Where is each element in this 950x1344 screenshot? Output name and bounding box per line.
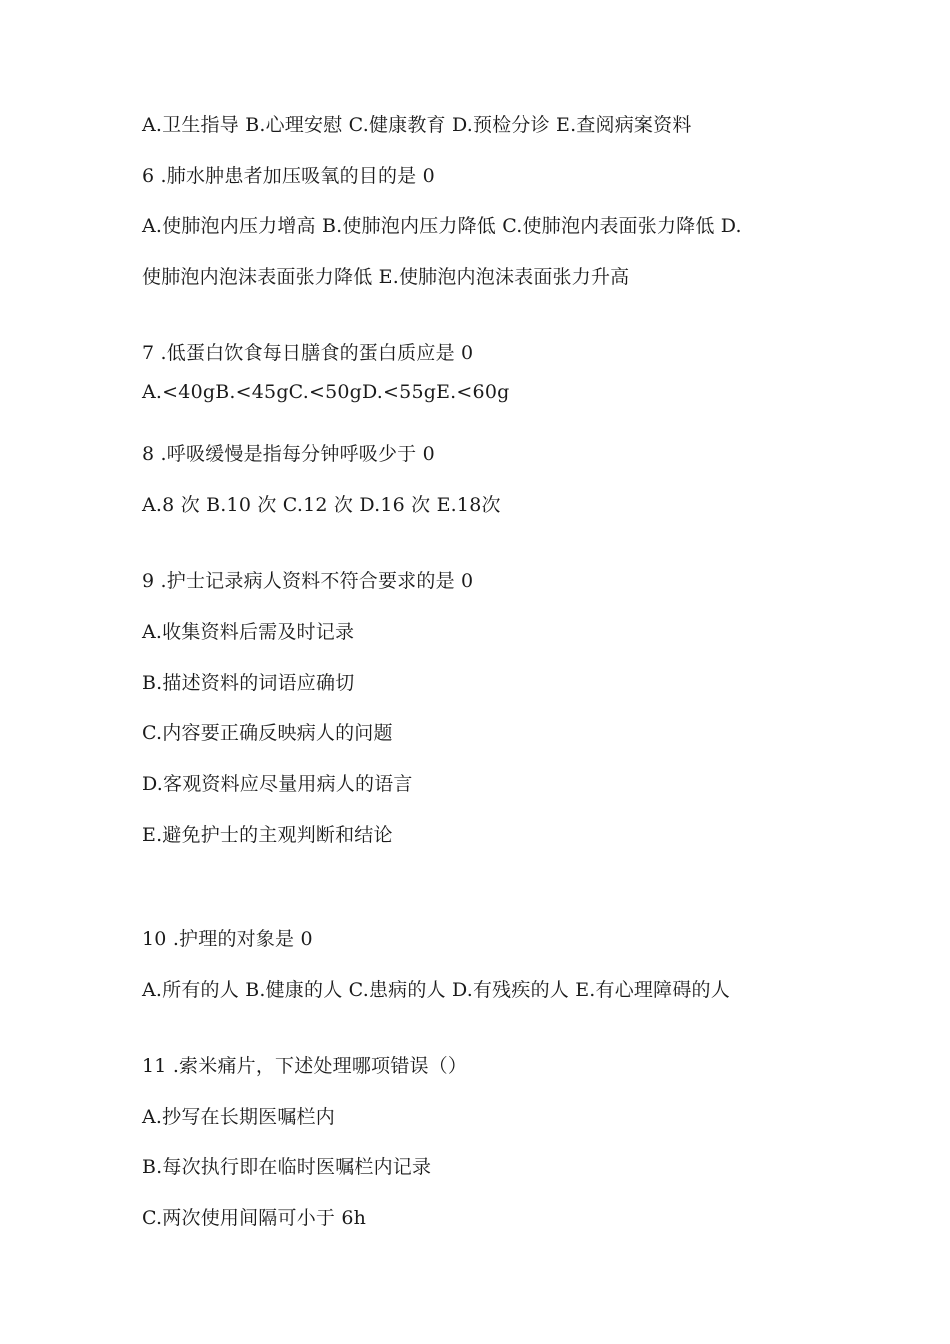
q9-option-d: D.客观资料应尽量用病人的语言	[142, 773, 413, 795]
q5-options: A.卫生指导 B.心理安慰 C.健康教育 D.预检分诊 E.查阅病案资料	[142, 114, 692, 136]
q6-options-line1: A.使肺泡内压力增高 B.使肺泡内压力降低 C.使肺泡内表面张力降低 D.	[142, 215, 742, 237]
q11-option-b: B.每次执行即在临时医嘱栏内记录	[142, 1156, 432, 1178]
q9-option-a: A.收集资料后需及时记录	[142, 621, 355, 643]
q11-option-c: C.两次使用间隔可小于 6h	[142, 1207, 367, 1229]
q11-question: 11 .索米痛片，下述处理哪项错误（）	[142, 1055, 468, 1077]
q9-option-b: B.描述资料的词语应确切	[142, 672, 355, 694]
q6-options-line2: 使肺泡内泡沫表面张力降低 E.使肺泡内泡沫表面张力升高	[142, 266, 630, 288]
q11-option-a: A.抄写在长期医嘱栏内	[142, 1106, 335, 1128]
q6-question: 6 .肺水肿患者加压吸氧的目的是 0	[142, 165, 435, 187]
q8-question: 8 .呼吸缓慢是指每分钟呼吸少于 0	[142, 443, 435, 465]
q10-question: 10 .护理的对象是 0	[142, 928, 313, 950]
q9-question: 9 .护士记录病人资料不符合要求的是 0	[142, 570, 474, 592]
q10-options: A.所有的人 B.健康的人 C.患病的人 D.有残疾的人 E.有心理障碍的人	[142, 979, 730, 1001]
q7-options: A.<40gB.<45gC.<50gD.<55gE.<60g	[142, 381, 510, 403]
q7-question: 7 .低蛋白饮食每日膳食的蛋白质应是 0	[142, 342, 474, 364]
q8-options: A.8 次 B.10 次 C.12 次 D.16 次 E.18次	[142, 494, 501, 516]
q9-option-c: C.内容要正确反映病人的问题	[142, 722, 393, 744]
q9-option-e: E.避免护士的主观判断和结论	[142, 824, 393, 846]
